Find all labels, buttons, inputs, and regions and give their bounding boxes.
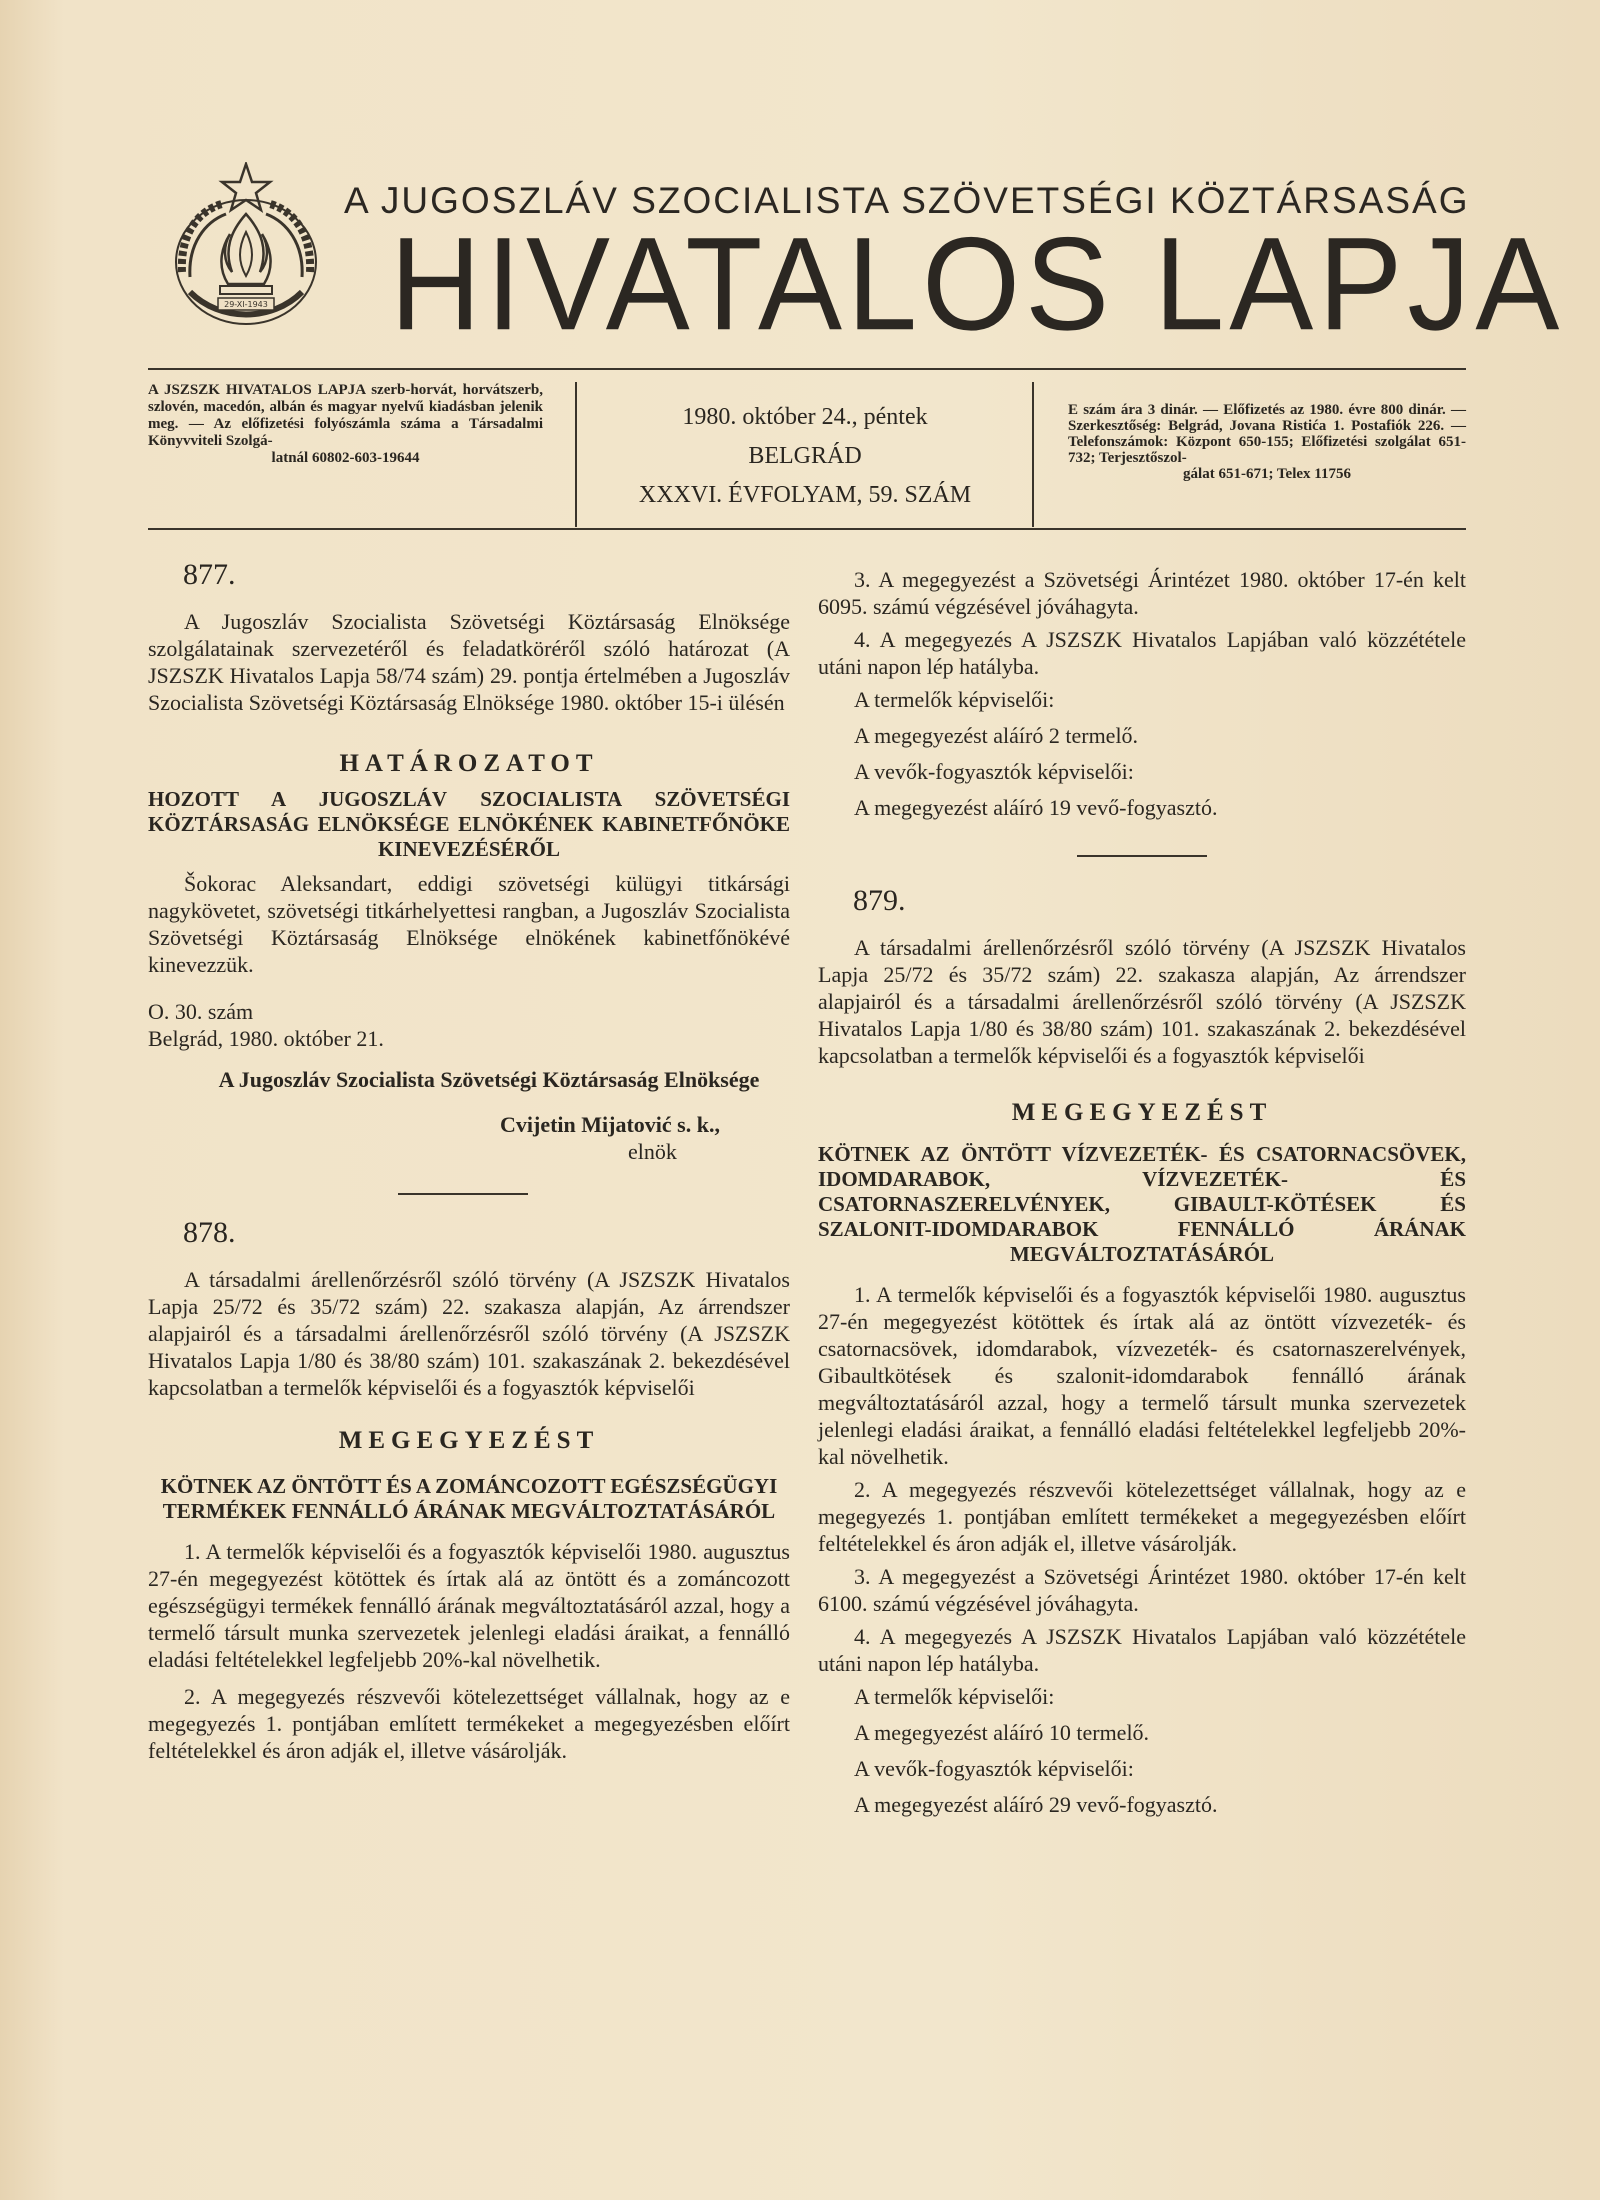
- s878-subheading: KÖTNEK AZ ÖNTÖTT ÉS A ZOMÁNCOZOTT EGÉSZSÉGÜGYI TERMÉKEK FENNÁLLÓ ÁRÁNAK MEGVÁLTOZTATÁSÁRÓL: [160, 1474, 778, 1523]
- publication-info-account: latnál 60802-603-19644: [271, 450, 420, 466]
- s877-subheading: HOZOTT A JUGOSZLÁV SZOCIALISTA SZÖVETSÉGI KÖZTÁRSASÁG ELNÖKSÉGE ELNÖKÉNEK KABINETFŐNÖKE KINEVEZÉSÉRŐL: [148, 787, 790, 861]
- s879-intro: A társadalmi árellenőrzésről szóló törvény (A JSZSZK Hivatalos Lapja 25/72 és 35/72 szám) 22. szakasza alapján, Az árrendszer alapjairól és a társadalmi árellenőrzésről szóló törvény (A JSZSZK Hivatalos Lapja 1/80 és 38/80 szám) 101. szakaszának 2. bekezdésével kapcsolatban a termelők képviselői és a fogyasztók képviselői: [818, 935, 1466, 1068]
- s879-p3: 3. A megegyezést a Szövetségi Árintézet 1980. október 17-én kelt 6100. számú végzésével jóváhagyta.: [818, 1564, 1466, 1616]
- s877-ref-number: O. 30. szám: [148, 999, 254, 1024]
- s877-heading: HATÁROZATOT: [339, 750, 599, 777]
- left-column: [148, 555, 790, 1764]
- price-info-text: E szám ára 3 dinár. — Előfizetés az 1980. évre 800 dinár. — Szerkesztőség: Belgrád, Jovana Ristića 1. Postafiók 226. — Telefonszámok: Központ 650-155; Előfizetési szolgálat 651-732; Terjesztőszol-: [1068, 402, 1466, 466]
- s878-list-consumers: A vevők-fogyasztók képviselői:: [854, 759, 1134, 784]
- s879-list-producers-count: A megegyezést aláíró 10 termelő.: [854, 1720, 1150, 1745]
- issue-volume: XXXVI. ÉVFOLYAM, 59. SZÁM: [638, 482, 972, 508]
- svg-text:29-XI-1943: 29-XI-1943: [224, 300, 268, 309]
- section-number-878: 878.: [183, 1216, 236, 1249]
- s878-p4: 4. A megegyezés A JSZSZK Hivatalos Lapjában való közzététele utáni napon lép hatályba.: [818, 627, 1466, 679]
- s878-p2: 2. A megegyezés részvevői kötelezettséget vállalnak, hogy az e megegyezés 1. pontjában említett termékeket a megegyezésben előírt feltételekkel és áron adják el, illetve vásárolják.: [148, 1684, 790, 1763]
- s877-signatory-title: elnök: [628, 1139, 677, 1164]
- header-rule-top: [148, 368, 1466, 370]
- header-rule-bottom: [148, 528, 1466, 530]
- s878-p1: 1. A termelők képviselői és a fogyasztók képviselői 1980. augusztus 27-én megegyezést kötöttek és írtak alá az öntött és a zománcozott egészségügyi termékek fennálló árának megváltoztatásáról azzal, hogy a termelő társult munka szervezetek jelenlegi eladási áraikat, a fennálló eladási feltételekkel legfeljebb 20%-kal növelhetik.: [148, 1539, 790, 1672]
- s878-intro: A társadalmi árellenőrzésről szóló törvény (A JSZSZK Hivatalos Lapja 25/72 és 35/72 szám) 22. szakasza alapján, Az árrendszer alapjairól és a társadalmi árellenőrzésről szóló törvény (A JSZSZK Hivatalos Lapja 1/80 és 38/80 szám) 101. szakaszának 2. bekezdésével kapcsolatban a termelők képviselői és a fogyasztók képviselői: [148, 1267, 790, 1400]
- section-number-879: 879.: [853, 884, 906, 917]
- s879-p4: 4. A megegyezés A JSZSZK Hivatalos Lapjában való közzététele utáni napon lép hatályba.: [818, 1624, 1466, 1676]
- s878-p3: 3. A megegyezést a Szövetségi Árintézet 1980. október 17-én kelt 6095. számú végzésével jóváhagyta.: [818, 567, 1466, 619]
- header-price-info: [1068, 402, 1466, 482]
- divider-878: [1077, 855, 1207, 857]
- price-info-telex: gálat 651-671; Telex 11756: [1183, 466, 1351, 482]
- s877-signatory: Cvijetin Mijatović s. k.,: [500, 1112, 720, 1137]
- right-column: [818, 566, 1466, 1827]
- s878-heading: MEGEGYEZÉST: [338, 1427, 600, 1454]
- header-divider-right: [1032, 382, 1034, 527]
- divider-877: [398, 1193, 528, 1195]
- section-number-877: 877.: [183, 558, 236, 591]
- s878-list-producers: A termelők képviselői:: [854, 687, 1055, 712]
- s879-list-consumers-count: A megegyezést aláíró 29 vevő-fogyasztó.: [854, 1792, 1218, 1817]
- issue-date: 1980. október 24., péntek: [682, 404, 928, 430]
- masthead-title: HIVATALOS LAPJA: [390, 209, 1565, 358]
- s878-list-producers-count: A megegyezést aláíró 2 termelő.: [854, 723, 1139, 748]
- s877-intro: A Jugoszláv Szocialista Szövetségi Köztársaság Elnöksége szolgálatainak szervezetéről és feladatköréről szóló határozat (A JSZSZK Hivatalos Lapja 58/74 szám) 29. pontja értelmében a Jugoszláv Szocialista Szövetségi Köztársaság Elnöksége 1980. október 15-i ülésén: [148, 609, 790, 715]
- s879-p1: 1. A termelők képviselői és a fogyasztók képviselői 1980. augusztus 27-én megegyezést kötöttek és írtak alá az öntött vízvezeték- és csatornacsövek, idomdarabok, vízvezeték- és csatornaszerelvények, Gibaultkötések és szalonit-idomdarabok fennálló árának megváltoztatásáról azzal, hogy a termelő társult munka szervezetek jelenlegi eladási áraikat, a fennálló eladási feltételekkel legfeljebb 20%-kal növelhetik.: [818, 1282, 1466, 1469]
- header-issue-info: [590, 398, 1020, 515]
- masthead-top-line: A JUGOSZLÁV SZOCIALISTA SZÖVETSÉGI KÖZTÁRSASÁG: [344, 180, 1470, 221]
- s878-list-consumers-count: A megegyezést aláíró 19 vevő-fogyasztó.: [854, 795, 1218, 820]
- publication-info-text: A JSZSZK HIVATALOS LAPJA szerb-horvát, horvátszerb, szlovén, macedón, albán és magyar nyelvű kiadásban jelenik meg. — Az előfizetési folyószámla száma a Társadalmi Könyvviteli Szolgá-: [148, 382, 543, 449]
- s879-subheading: KÖTNEK AZ ÖNTÖTT VÍZVEZETÉK- ÉS CSATORNACSÖVEK, IDOMDARABOK, VÍZVEZETÉK- ÉS CSATORNASZERELVÉNYEK, GIBAULT-KÖTÉSEK ÉS SZALONIT-IDOMDARABOK FENNÁLLÓ ÁRÁNAK MEGVÁLTOZTATÁSÁRÓL: [818, 1142, 1466, 1266]
- header-divider-left: [575, 382, 577, 527]
- issue-city: BELGRÁD: [748, 443, 862, 469]
- s877-issuer: A Jugoszláv Szocialista Szövetségi Köztársaság Elnöksége: [218, 1067, 760, 1092]
- s877-ref-place-date: Belgrád, 1980. október 21.: [148, 1026, 384, 1051]
- s879-heading: MEGEGYEZÉST: [1011, 1099, 1273, 1126]
- s879-list-producers: A termelők képviselői:: [854, 1684, 1055, 1709]
- state-emblem-icon: [160, 162, 332, 334]
- s877-body: Šokorac Aleksandart, eddigi szövetségi külügyi titkársági nagykövetet, szövetségi titkárhelyettesi rangban, a Jugoszláv Szocialista Szövetségi Köztársaság Elnöksége elnökének kabinetfőnökévé kinevezzük.: [148, 871, 790, 977]
- s879-p2: 2. A megegyezés részvevői kötelezettséget vállalnak, hogy az e megegyezés 1. pontjában említett termékeket a megegyezésben előírt feltételekkel és áron adják el, illetve vásárolják.: [818, 1477, 1466, 1556]
- s879-list-consumers: A vevők-fogyasztók képviselői:: [854, 1756, 1134, 1781]
- header-publication-info: [148, 382, 543, 467]
